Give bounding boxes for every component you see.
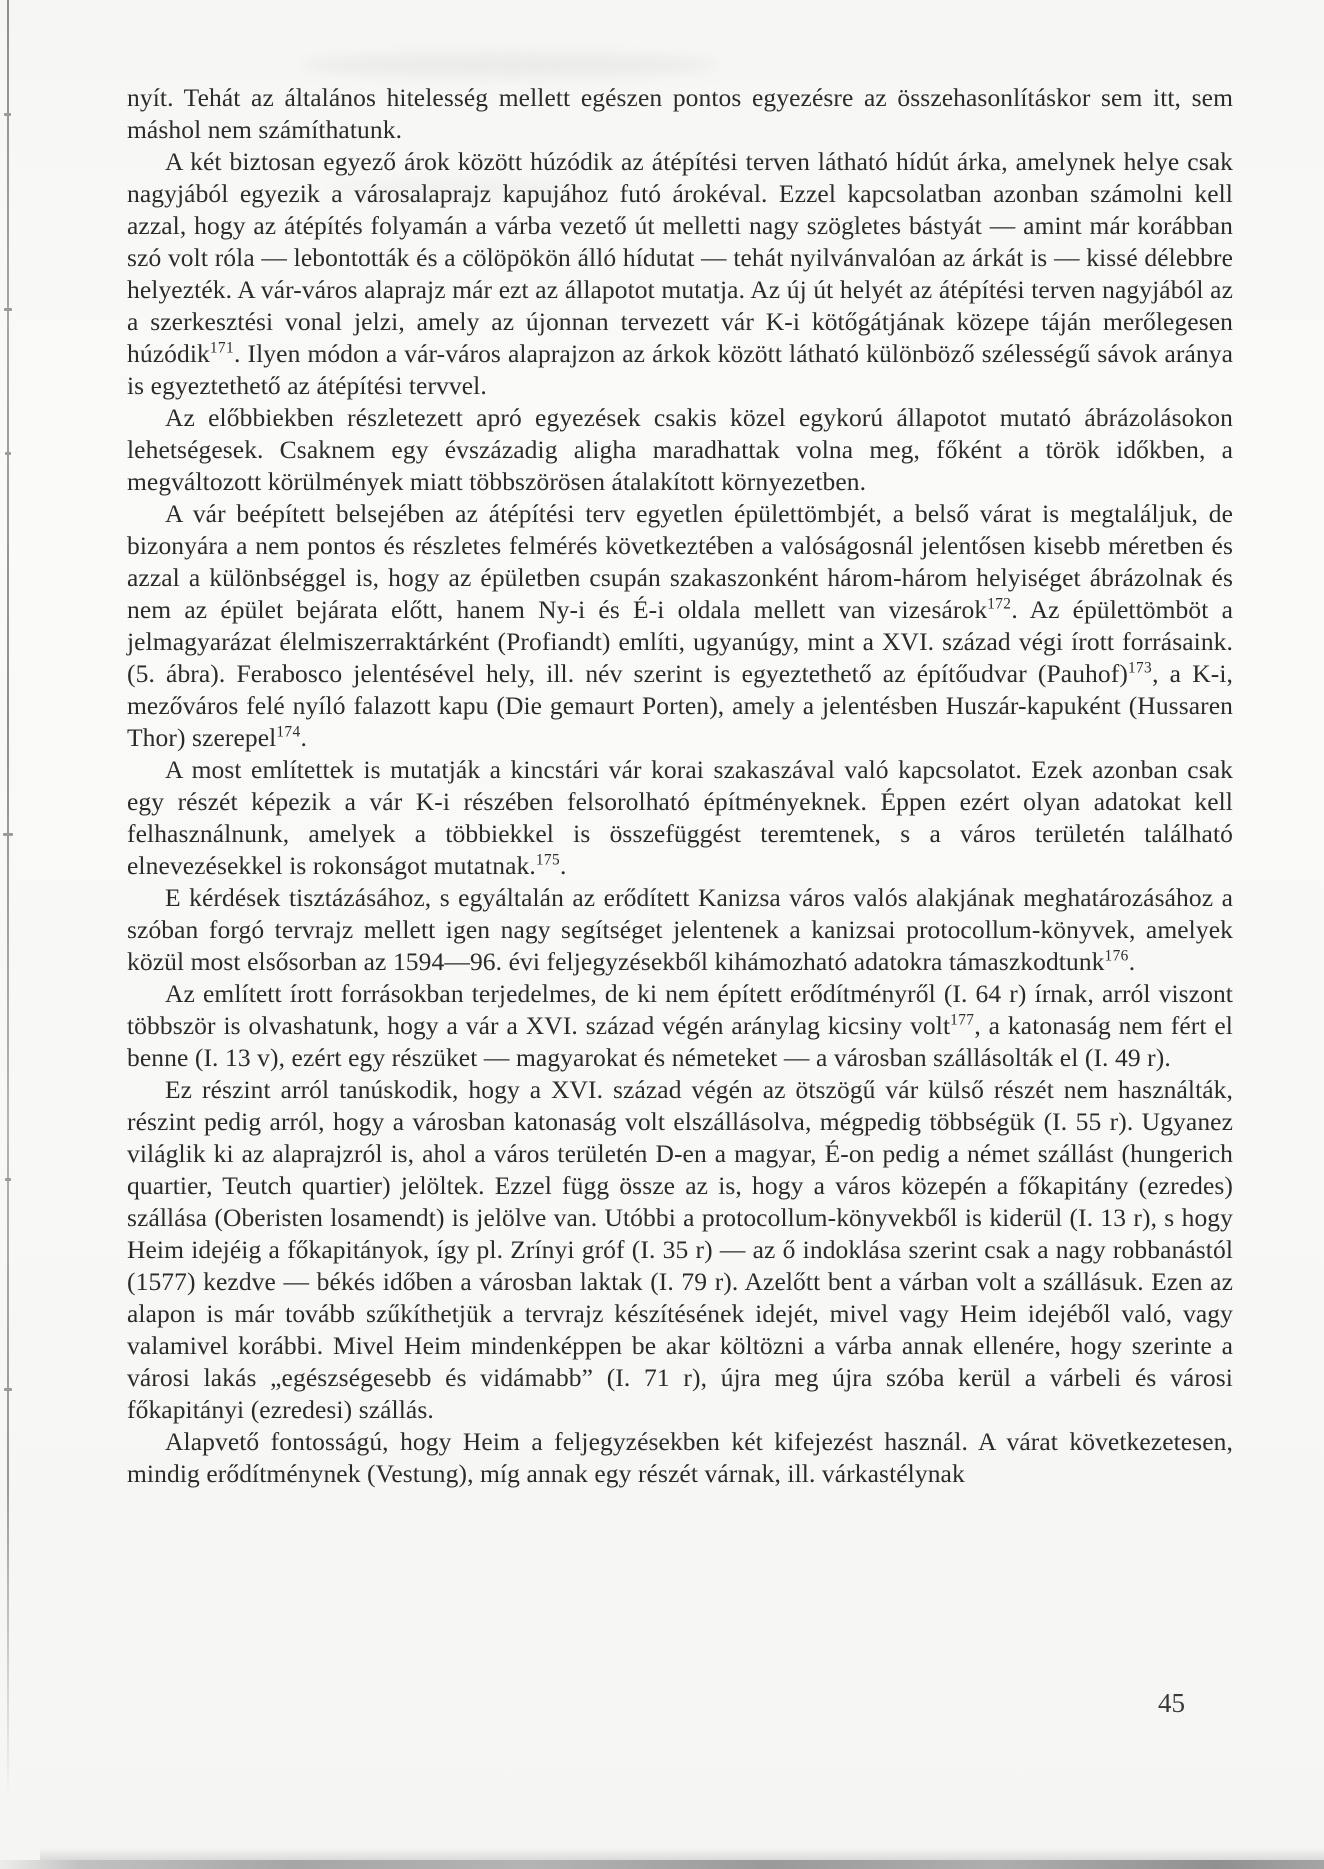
footnote-ref: 174 bbox=[276, 723, 301, 741]
paragraph-text: . bbox=[1128, 947, 1136, 976]
scan-smudge bbox=[300, 52, 720, 78]
footnote-ref: 171 bbox=[209, 339, 235, 357]
paragraph-text: Az előbbiekben részletezett apró egyezések csakis közel egykorú állapotot mutató ábrázolásokon lehetségesek. Csaknem egy évszázadig aligha maradhattak volna meg, főként a török időkben, a megváltozott körülmények miatt többszörösen átalakított környezetben. bbox=[127, 403, 1233, 496]
footnote-ref: 176 bbox=[1104, 947, 1129, 965]
paragraph bbox=[127, 82, 1233, 146]
paragraph-text: Alapvető fontosságú, hogy Heim a feljegyzésekben két kifejezést használ. A várat következetesen, mindig erődítménynek (Vestung), míg annak egy részét várnak, ill. várkastélynak bbox=[127, 1427, 1233, 1488]
footnote-ref: 172 bbox=[987, 595, 1012, 613]
paragraph bbox=[127, 754, 1233, 882]
paragraph-text: A vár beépített belsejében az átépítési terv egyetlen épülettömbjét, a belső várat is megtaláljuk, de bizonyára a nem pontos és részletes felmérés következtében a valóságosnál jelentősen kisebb méretben és azzal a különbséggel is, hogy az épületben csupán szakaszonként három-három helyiséget ábrázolnak és nem az épület bejárata előtt, hanem Ny-i és É-i oldala mellett van vizesárok bbox=[127, 499, 1233, 624]
paragraph bbox=[127, 402, 1233, 498]
paragraph-text: A két biztosan egyező árok között húzódik az átépítési terven látható hídút árka, amelynek helye csak nagyjából egyezik a városalaprajz kapujához futó árokéval. Ezzel kapcsolatban azonban számolni kell azzal, hogy az átépítés folyamán a várba vezető út melletti nagy szögletes bástyát — amint már korábban szó volt róla — lebontották és a cölöpökön álló hídutat — tehát nyilvánvalóan az árkát is — kissé délebbre helyezték. A vár-város alaprajz már ezt az állapotot mutatja. Az új út helyét az átépítési terven nagyjából az a szerkesztési vonal jelzi, amely az újonnan tervezett vár K-i kötőgátjának közepe táján merőlegesen húzódik bbox=[127, 147, 1233, 368]
scan-speck bbox=[5, 452, 11, 455]
footnote-ref: 177 bbox=[950, 1011, 975, 1029]
footnote-ref: 173 bbox=[1127, 659, 1153, 677]
text-block bbox=[127, 82, 1233, 1490]
scan-speck bbox=[3, 833, 13, 836]
paragraph-text: . bbox=[560, 851, 567, 880]
scan-edge-shadow bbox=[40, 1848, 1324, 1860]
paragraph bbox=[127, 882, 1233, 978]
footnote-ref: 175 bbox=[535, 851, 560, 869]
paragraph-text: . Ilyen módon a vár-város alaprajzon az árkok között látható különböző szélességű sávok aránya is egyeztethető az átépítési tervvel. bbox=[127, 339, 1233, 400]
paragraph-text: E kérdések tisztázásához, s egyáltalán az erődített Kanizsa város valós alakjának meghatározásához a szóban forgó tervrajz mellett igen nagy segítséget jelentenek a kanizsai protocollum-könyvek, amelyek közül most elsősorban az 1594—96. évi feljegyzésekből kihámozható adatokra támaszkodtunk bbox=[127, 883, 1233, 976]
scan-edge-bar bbox=[0, 1860, 1324, 1869]
scan-binding-line bbox=[7, 0, 9, 1800]
paragraph-text: nyít. Tehát az általános hitelesség mellett egészen pontos egyezésre az összehasonlításkor sem itt, sem máshol nem számíthatunk. bbox=[127, 83, 1233, 144]
scan-speck bbox=[4, 308, 12, 311]
paragraph-text: Az említett írott forrásokban terjedelmes, de ki nem épített erődítményről (I. 64 r) írnak, arról viszont többször is olvashatunk, hogy a vár a XVI. század végén aránylag kicsiny volt bbox=[127, 979, 1233, 1040]
paragraph-text: , a katonaság nem fért el benne (I. 13 v), ezért egy részüket — magyarokat és németeket — a városban szállásolták el (I. 49 r). bbox=[127, 1011, 1233, 1072]
paragraph-text: , a K-i, mezőváros felé nyíló falazott kapu (Die gemaurt Porten), amely a jelentésben Huszár-kapuként (Hussaren Thor) szerepel bbox=[127, 659, 1233, 752]
paragraph-text: Ez részint arról tanúskodik, hogy a XVI. század végén az ötszögű vár külső részét nem használták, részint pedig arról, hogy a városban katonaság volt elszállásolva, mégpedig többségük (I. 55 r). Ugyanez világlik ki az alaprajzról is, ahol a város területén D-en a magyar, É-on pedig a német szállást (hungerich quartier, Teutch quartier) jelöltek. Ezzel függ össze az is, hogy a város közepén a főkapitány (ezredes) szállása (Oberisten losamendt) is jelölve van. Utóbbi a protocollum-könyvekből is kiderül (I. 13 r), s hogy Heim idejéig a főkapitányok, így pl. Zrínyi gróf (I. 35 r) — az ő indoklása szerint csak a nagy robbanástól (1577) kezdve — békés időben a városban laktak (I. 79 r). Azelőtt bent a várban volt a szállásuk. Ezen az alapon is már tovább szűkíthetjük a tervrajz készítésének idejét, mivel vagy Heim idejéből való, vagy valamivel korábbi. Mivel Heim mindenképpen be akar költözni a várba annak ellenére, hogy szerinte a városi lakás „egészségesebb és vidámabb” (I. 71 r), újra meg újra szóba kerül a várbeli és városi főkapitányi (ezredesi) szállás. bbox=[127, 1075, 1233, 1424]
paragraph bbox=[127, 1074, 1233, 1426]
paragraph bbox=[127, 146, 1233, 402]
paragraph bbox=[127, 498, 1233, 754]
paragraph-text: A most említettek is mutatják a kincstári vár korai szakaszával való kapcsolatot. Ezek azonban csak egy részét képezik a vár K-i részében felsorolható építményeknek. Éppen ezért olyan adatokat kell felhasználnunk, amelyek a többiekkel is összefüggést teremtenek, s a város területén található elnevezésekkel is rokonságot mutatnak. bbox=[127, 755, 1233, 880]
scan-speck bbox=[5, 1178, 11, 1181]
paragraph-text: . Az épülettömböt a jelmagyarázat élelmiszerraktárként (Profiandt) említi, ugyanúgy, mint a XVI. század végi írott forrásaink. (5. ábra). Ferabosco jelentésével hely, ill. név szerint is egyeztethető az építőudvar (Pauhof) bbox=[127, 595, 1233, 688]
paragraph bbox=[127, 1426, 1233, 1490]
paragraph-text: . bbox=[300, 723, 307, 752]
scan-speck bbox=[4, 1388, 12, 1391]
page-number: 45 bbox=[1158, 1688, 1185, 1718]
scan-speck bbox=[4, 113, 11, 116]
paragraph bbox=[127, 978, 1233, 1074]
